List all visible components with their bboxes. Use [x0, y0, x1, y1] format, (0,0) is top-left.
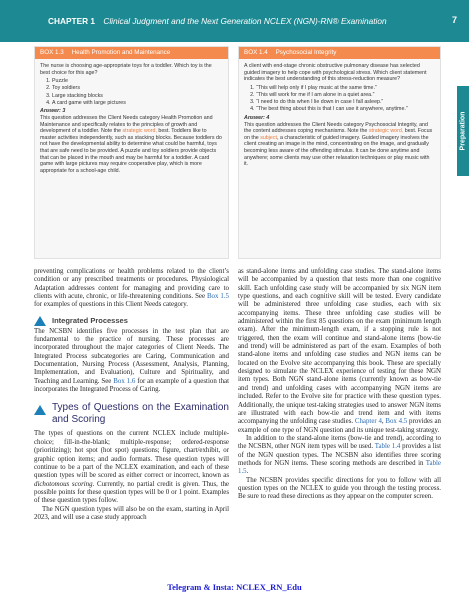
rationale	[40, 115, 223, 174]
box-body	[35, 59, 228, 174]
box-title: Health Promotion and Maintenance	[71, 49, 171, 56]
option-item: 4. “The best thing about this is that I can use it anywhere, anytime.”	[256, 106, 435, 113]
body-text: The types of questions on the current NCLEX include multiple-choice; fill-in-the-blank; multiple-response; ordered-response (prioritizing); hot spot (hot spot) questions; figure, chart/exhibit, or graphic option items; and audio formats. These question types will continue to be a part of the NCLEX examination, and each of these question types will be scored as either correct or incorrect, known as	[34, 430, 229, 480]
body-text: preventing complications or health problems related to the client’s condition or any prescribed treatments or procedures. Physiological Adaptation addresses content for managing and providing care to clients with acute, chronic, or life-threatening conditions. See	[34, 268, 229, 301]
rationale-text: This question addresses the Client Needs category Psychosocial Integrity, and the content addresses coping mechanisms. Note the	[244, 121, 428, 135]
body-paragraph	[238, 435, 441, 477]
question-stem	[40, 63, 223, 76]
option-item: 3. Large stacking blocks	[52, 93, 223, 100]
body-text: as stand-alone items and unfolding case studies. The stand-alone items will be accompanied by a question that tests more than one cognitive skill. Each unfolding case study will be accompanied by six NGN item type questions, and each cognitive skill will be tested. Every candidate will be administered three unfolding case studies, each with six accompanying items. These three unfolding case studies will be administered within the first 85 questions on the exam (minimum length exam). After the minimum-length exam, if a stopping rule is not triggered, then the exam will continue and stand-alone items (bow-tie and trend) will be administered as part of the exam. Examples of both stand-alone items and unfolding case studies and NGN items can be located on the Evolve site accompanying this book. These are specially designed to simulate the NCLEX experience of testing for these NGN item types. Both NGN stand-alone items (currently known as bow-tie and trend) and unfolding cases with accompanying NGN items are included. Refer to the Evolve site for practice with these question types. Additionally, the unique test-taking strategies used to answer NGN items are illustrated with each bow-tie and trend item and with items accompanying the unfolding case studies.	[238, 268, 441, 426]
triangle-icon	[34, 316, 46, 326]
right-column	[238, 268, 441, 502]
body-text: .	[246, 468, 249, 476]
options-list	[52, 78, 223, 106]
body-text: In addition to the stand-alone items (bow-tie and trend), according to the NCSBN, other NGN item types will be used.	[238, 434, 441, 451]
question-stem	[244, 63, 435, 83]
rationale-text: . Focus on the	[244, 128, 433, 141]
box-number: BOX 1.4	[244, 49, 268, 56]
section-heading-integrated-processes	[34, 316, 229, 326]
left-column	[34, 268, 229, 522]
box-health-promotion	[34, 46, 229, 259]
option-item: 1. Puzzle	[52, 78, 223, 85]
body-text: The NCSBN identifies five processes in the test plan that are fundamental to the practice of nursing. These processes are incorporated throughout the major categories of Client Needs. The Integrated Process subcategories are Caring, Communication and Documentation, Nursing Process (Assessment, Analysis, Planning, Implementation, and Evaluation), Culture and Spirituality, and Teaching and Learning. See	[34, 327, 229, 385]
running-head	[48, 16, 387, 26]
box-title-bar	[239, 47, 440, 59]
strategic-word-term: strategic word,	[122, 128, 157, 135]
body-paragraph: The NGN question types will also be on the exam, starting in April 2023, and will use a case study approach	[34, 505, 229, 521]
footer-watermark: Telegram & Insta: NCLEX_RN_Edu	[167, 582, 302, 592]
box-title-bar	[35, 47, 228, 59]
body-paragraph	[34, 430, 229, 505]
table-1-4-link[interactable]: Table 1.4	[374, 443, 401, 451]
body-paragraph	[238, 268, 441, 435]
section-heading-question-types	[34, 402, 229, 426]
emphasis-text: dichotomous scoring	[34, 480, 93, 488]
strategic-word: best	[158, 128, 169, 135]
rationale-text: , a characteristic of guided imagery. Guided imagery involves the client creating an image in the mind, concentrating on the image, and gradually becoming less aware of the offending stimulus. It can be done anytime and anywhere; some clients may use other relaxation techniques or play music with it.	[244, 134, 430, 168]
body-text: provides a list of the NGN question types. The NCSBN also identifies three scoring methods for NGN items. These scoring methods are described in	[238, 443, 442, 467]
section-title: Types of Questions on the Examination and Scoring	[52, 402, 229, 426]
box-4-5-link[interactable]: Box 4.5	[385, 418, 408, 426]
chapter-4-link[interactable]: Chapter 4	[354, 418, 382, 426]
body-text: for examples of questions in this Client Needs category.	[34, 301, 188, 309]
page-number: 7	[451, 15, 457, 25]
body-paragraph	[34, 328, 229, 395]
option-item: 1. “This will help only if I play music at the same time.”	[256, 85, 435, 92]
chapter-title: Clinical Judgment and the Next Generation NCLEX (NGN)-RN® Examination	[103, 16, 387, 26]
body-text: provides an example of one type of NGN question and its unique test-taking strategy.	[238, 418, 441, 434]
strategic-word: best	[404, 128, 415, 135]
answer-label: Answer: 4	[244, 114, 270, 121]
rationale	[244, 122, 435, 168]
body-paragraph	[34, 268, 229, 310]
chapter-label: CHAPTER 1	[48, 16, 96, 26]
section-side-tab	[457, 86, 469, 176]
page-header	[0, 0, 469, 42]
options-list	[256, 85, 435, 113]
rationale-text: This question addresses the Client Needs category Health Promotion and Maintenance and specifically relates to the principles of growth and development of a toddler. Note the	[40, 114, 213, 135]
box-psychosocial-integrity	[238, 46, 441, 259]
section-title: Integrated Processes	[52, 315, 128, 325]
box-title: Psychosocial Integrity	[275, 49, 337, 56]
answer-label: Answer: 3	[40, 108, 66, 115]
option-item: 2. “This will work for me if I am alone in a quiet area.”	[256, 92, 435, 99]
subject-term: subject	[260, 134, 277, 141]
box-number: BOX 1.3	[40, 49, 64, 56]
option-item: 3. “I need to do this when I lie down in case I fall asleep.”	[256, 99, 435, 106]
rationale-text: . Toddlers like to master activities independently, such as stacking blocks. Because toddlers do not have the developmental ability to determine what could be harmful, toys that are safe need to be provided. A puzzle and toy soldiers provide objects that can be placed in the mouth and may be harmful for a toddler. A card game with large pictures may require cooperative play, which is more appropriate for a school-age child.	[40, 128, 222, 174]
body-paragraph: The NCSBN provides specific directions for you to follow with all question types on the NCLEX to guide you through the testing process. Be sure to read these directions as they appear on the computer screen.	[238, 476, 441, 501]
question-text: A client with end-stage chronic obstructive pulmonary disease has selected guided imagery to help cope with psychological stress. Which client statement indicates the best understanding of this stress-reduction measure?	[244, 63, 427, 83]
option-item: 4. A card game with large pictures	[52, 100, 223, 107]
side-tab-label: Preparation	[459, 111, 467, 151]
body-text: ,	[381, 418, 386, 426]
strategic-word-term: strategic word,	[368, 128, 404, 135]
option-item: 2. Toy soldiers	[52, 85, 223, 92]
box-1-5-link[interactable]: Box 1.5	[206, 293, 229, 301]
question-text: The nurse is choosing age-appropriate toys for a toddler. Which toy is the best choice for this age?	[40, 63, 212, 76]
table-1-5-link[interactable]: Table 1.5	[238, 459, 441, 476]
box-1-6-link[interactable]: Box 1.6	[113, 377, 136, 385]
box-body	[239, 59, 440, 168]
body-text: . Currently, no partial credit is given. Thus, the possible points for these question types will be 0 or 1 point. Examples of these question types follow.	[34, 480, 229, 505]
triangle-icon	[34, 405, 46, 415]
body-text: for an example of a question that incorporates the Integrated Process of Caring.	[34, 377, 229, 394]
